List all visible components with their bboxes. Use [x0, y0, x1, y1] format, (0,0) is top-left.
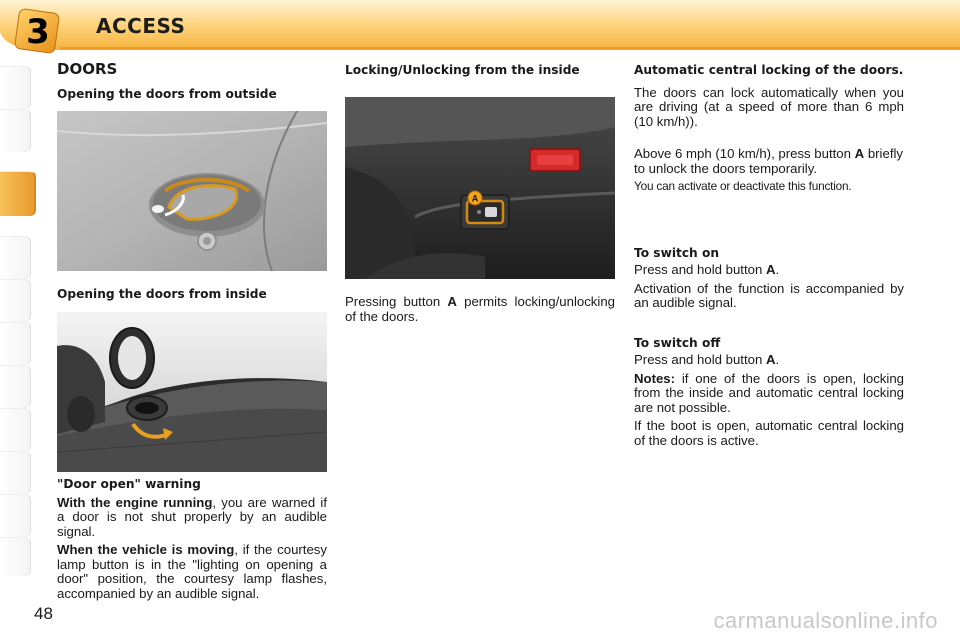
engine-running-bold: With the engine running: [57, 494, 213, 510]
above-text-bold: A: [854, 146, 865, 161]
heading-door-open-warning: "Door open" warning: [57, 477, 201, 491]
middle-column-top: [345, 63, 615, 78]
heading-opening-outside: Opening the doors from outside: [57, 86, 277, 101]
paragraph-intro: The doors can lock automatically when you are driving (at a speed of more than 6 mph (10 km/h)).: [634, 84, 904, 129]
above-text-before: Above 6 mph (10 km/h), press button: [634, 146, 855, 161]
heading-automatic-central-locking: Automatic central locking of the doors.: [634, 63, 904, 77]
switch-off-text-bold: A: [765, 352, 776, 367]
side-tab-1[interactable]: [0, 66, 31, 109]
side-tab-8[interactable]: [0, 408, 31, 451]
side-tab-6[interactable]: [0, 322, 31, 365]
switch-on-text-bold: A: [765, 262, 776, 277]
heading-switch-off: To switch off: [634, 335, 721, 350]
paragraph-switch-off: [634, 353, 904, 368]
pressing-text-after: permits locking/unlocking of the doors.: [345, 294, 615, 324]
heading-opening-inside: Opening the doors from inside: [57, 287, 267, 301]
notes-bold: Notes:: [634, 370, 676, 386]
left-column-top: [57, 62, 327, 101]
photo-outside-door-handle: [57, 111, 327, 271]
paragraph-switch-on: [634, 263, 904, 278]
paragraph-vehicle-moving: [57, 543, 327, 601]
switch-off-text-after: .: [775, 352, 780, 367]
side-tab-10[interactable]: [0, 494, 31, 537]
middle-column-text: [345, 295, 615, 328]
chapter-number: 3: [26, 12, 50, 52]
side-tab-4[interactable]: [0, 236, 31, 279]
paragraph-above-speed: [634, 147, 904, 176]
heading-switch-on: To switch on: [634, 245, 720, 260]
side-tab-2[interactable]: [0, 109, 31, 152]
side-tab-5[interactable]: [0, 279, 31, 322]
paragraph-activation: Activation of the function is accompanied by an audible signal.: [634, 280, 904, 310]
switch-on-text-after: .: [775, 262, 780, 277]
page-title: ACCESS: [96, 14, 186, 38]
side-tab-3-active[interactable]: [0, 171, 36, 216]
chapter-badge: [14, 8, 62, 56]
heading-locking-inside: Locking/Unlocking from the inside: [345, 63, 580, 77]
button-a-label: A: [471, 193, 479, 204]
side-tab-9[interactable]: [0, 451, 31, 494]
notes-text: if one of the doors is open, locking from the inside and automatic central locking are not possible.: [634, 370, 904, 415]
photo-inside-door-handle: [57, 312, 327, 472]
paragraph-engine-running: [57, 496, 327, 540]
pressing-text-bold: A: [447, 294, 457, 309]
section-title-doors: DOORS: [57, 60, 118, 78]
left-column-bottom: [57, 477, 327, 605]
side-tab-11[interactable]: [0, 537, 31, 576]
switch-on-text-before: Press and hold button: [634, 262, 766, 277]
engine-running-text: , you are warned if a door is not shut properly by an audible signal.: [57, 494, 327, 539]
photo-central-locking-button: [345, 97, 615, 279]
vehicle-moving-bold: When the vehicle is moving: [57, 542, 235, 557]
switch-off-text-before: Press and hold button: [634, 352, 766, 367]
paragraph-notes: [634, 372, 904, 416]
side-tab-7[interactable]: [0, 365, 31, 408]
above-text-after: briefly to unlock the doors temporarily.: [634, 146, 904, 176]
page-number: 48: [34, 604, 53, 623]
right-column: [634, 63, 904, 452]
left-column-middle: [57, 287, 327, 302]
paragraph-boot-open: If the boot is open, automatic central locking of the doors is active.: [634, 418, 904, 448]
note-activate-deactivate: You can activate or deactivate this function.: [634, 179, 852, 193]
vehicle-moving-text: , if the courtesy lamp button is in the "lighting on opening a door" position, the courtesy lamp flashes, accompanied by an audible signal.: [57, 542, 327, 601]
watermark: carmanualsonline.info: [713, 608, 938, 633]
chapter-side-tabs: [0, 66, 32, 576]
paragraph-pressing-button: [345, 295, 615, 324]
pressing-text-before: Pressing button: [345, 294, 448, 309]
